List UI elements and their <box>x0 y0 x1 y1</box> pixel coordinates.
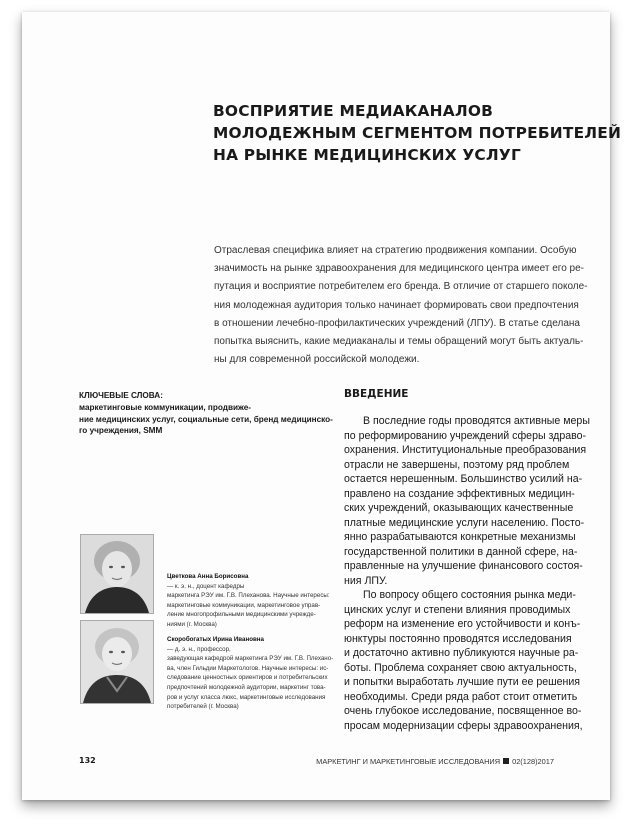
author-line: ление многопрофильными медицинскими учрежде- <box>167 611 316 619</box>
body-line: янно разрабатываются конкретные механизмы <box>344 531 576 543</box>
body-line: просам модернизации сферы здравоохранения, <box>344 719 583 732</box>
square-bullet-icon <box>503 758 509 764</box>
body-line: По вопросу общего состояния рынка меди- <box>363 589 576 601</box>
abstract-line: Отраслевая специфика влияет на стратегию продвижения компании. Особую <box>214 245 577 256</box>
keywords-label: КЛЮЧЕВЫЕ СЛОВА: <box>79 391 163 400</box>
author-line: ва, член Гильдии Маркетологов. Научные интересы: ис- <box>167 664 329 672</box>
body-line: ния ЛПУ. <box>344 574 388 587</box>
keywords-line: ние медицинских услуг, социальные сети, бренд медицинско- <box>79 414 333 424</box>
journal-page <box>22 12 622 800</box>
author-info <box>167 572 337 630</box>
body-line: остается нерешенным. Большинство усилий на- <box>344 473 583 485</box>
portrait-photo <box>81 535 153 613</box>
author-line: маркетинга РЭУ им. Г.В. Плеханова. Научные интересы: <box>167 592 330 600</box>
author-line: потребителей (г. Москва) <box>167 703 239 711</box>
body-line: очень глубокое исследование, посвященное во- <box>344 705 582 717</box>
keywords-text: маркетинговые коммуникации, продвиже- <box>79 402 251 412</box>
body-line: правлено на создание эффективных медицин- <box>344 487 575 500</box>
body-line: необходимы. Среди ряда работ стоит отметить <box>344 690 578 703</box>
body-line: государственной политики в данной сфере, на- <box>344 545 578 558</box>
section-heading: ВВЕДЕНИЕ <box>344 388 409 400</box>
abstract-line: ны для современной российской молодежи. <box>214 354 420 366</box>
author-line: ров и услуг класса люкс, маркетинговые исследования <box>167 693 326 701</box>
article-abstract <box>214 242 596 369</box>
body-line: боты. Проблема сохраняет свою актуальность, <box>344 661 577 674</box>
abstract-line: в отношении лечебно-профилактических учреждений (ЛПУ). В статье сделана <box>214 317 580 329</box>
author-line: предпочтений молодежной аудитории, маркетинг това- <box>167 683 326 691</box>
body-line: платные медицинские услуги населению. Посто- <box>344 516 585 529</box>
body-line: охранения. Институциональные преобразования <box>344 444 587 456</box>
keywords-line: го учреждения, SMM <box>79 426 163 436</box>
author-line: следование ценностных ориентиров и потребительских <box>167 674 328 682</box>
body-line: правленные на улучшение финансового состоя- <box>344 560 583 572</box>
abstract-line: значимость на рынке здравоохранения для медицинского центра имеет его ре- <box>214 263 584 275</box>
portrait-photo <box>81 621 153 703</box>
article-title <box>213 100 622 166</box>
journal-footer <box>316 757 554 766</box>
title-line: МОЛОДЕЖНЫМ СЕГМЕНТОМ ПОТРЕБИТЕЛЕЙ <box>213 124 622 142</box>
author-name: Скоробогатых Ирина Ивановна <box>167 636 264 643</box>
section-body <box>344 414 600 733</box>
body-line: ских учреждений, оказывающих качественные <box>344 502 574 514</box>
page-number: 132 <box>79 756 96 765</box>
author-line: заведующая кафедрой маркетинга РЭУ им. Г.В. Плехано- <box>167 655 334 663</box>
journal-issue: 02(128)2017 <box>512 757 554 766</box>
body-line: цинских услуг и степени влияния проводимых <box>344 603 571 616</box>
author-line: маркетинговые коммуникации, маркетинговое управ- <box>167 601 321 609</box>
author-role: — к. э. н., доцент кафедры <box>167 582 245 590</box>
abstract-line: ния молодежная аудитория только начинает формировать свои предпочтения <box>214 299 579 311</box>
body-line: В последние годы проводятся активные меры <box>363 415 590 427</box>
body-line: и попытки выработать лучшие пути ее решения <box>344 676 581 688</box>
body-line: отрасли не завершены, поэтому ряд проблем <box>344 458 570 471</box>
author-line <box>167 572 337 591</box>
author-photo <box>80 620 154 704</box>
keywords-line <box>79 390 329 414</box>
abstract-line: попытка выяснить, какие медиаканалы и темы обращений могут быть актуаль- <box>214 336 584 348</box>
author-photo <box>80 534 154 614</box>
title-line: ВОСПРИЯТИЕ МЕДИАКАНАЛОВ <box>213 102 494 120</box>
author-role: — д. э. н., профессор, <box>167 645 231 653</box>
journal-name: МАРКЕТИНГ И МАРКЕТИНГОВЫЕ ИССЛЕДОВАНИЯ <box>316 757 501 766</box>
author-info <box>167 635 337 712</box>
body-line: и достаточно активно публикуются научные ра- <box>344 647 579 659</box>
author-line: ниями (г. Москва) <box>167 620 217 628</box>
body-line: юнктуры постоянно проводятся исследования <box>344 632 572 645</box>
body-line: по реформированию учреждений сферы здраво- <box>344 429 587 442</box>
abstract-line: путация и восприятие потребителем его бренда. В отличие от старшего поколе- <box>214 281 588 293</box>
title-line: НА РЫНКЕ МЕДИЦИНСКИХ УСЛУГ <box>213 146 521 164</box>
keywords-block <box>79 390 333 437</box>
author-line <box>167 635 337 654</box>
author-name: Цветкова Анна Борисовна <box>167 573 249 580</box>
body-line: реформ на изменение его устойчивости и конъ- <box>344 618 581 630</box>
